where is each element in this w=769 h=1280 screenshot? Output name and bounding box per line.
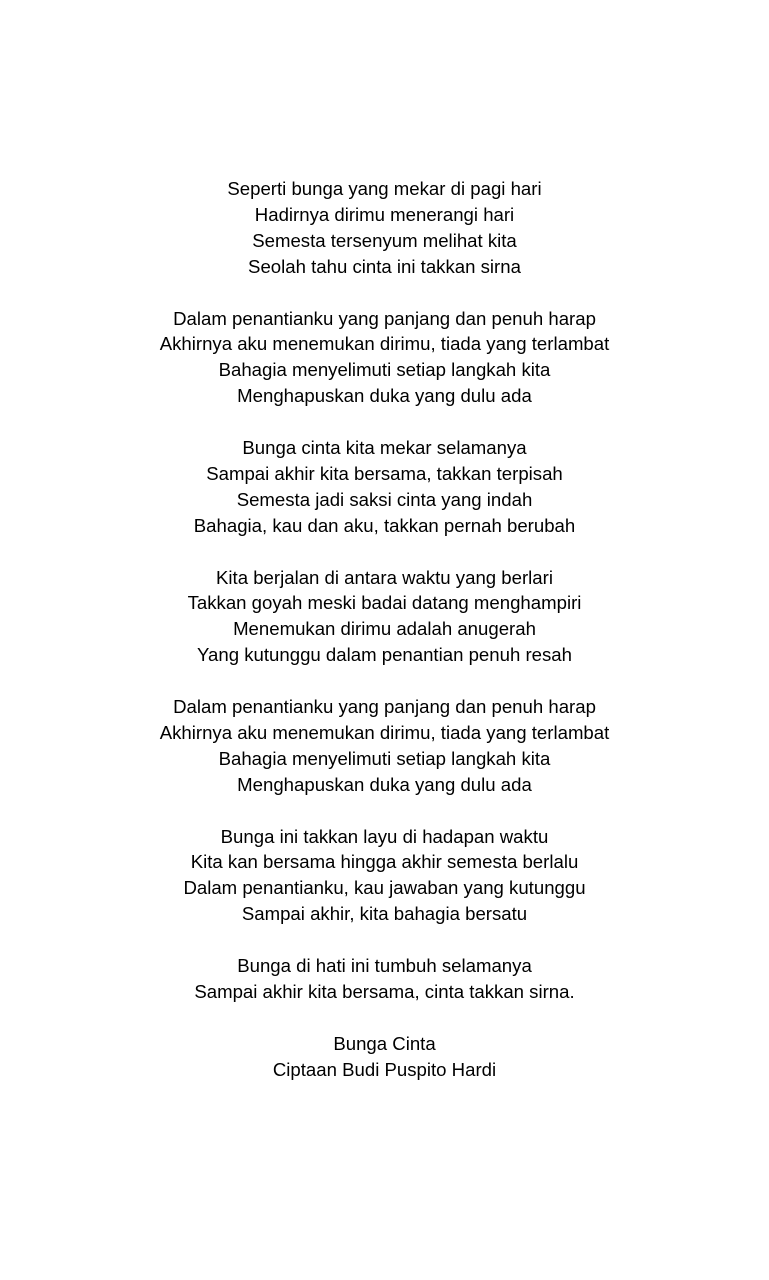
lyric-line: Hadirnya dirimu menerangi hari: [254, 203, 515, 225]
lyric-line: Kita berjalan di antara waktu yang berlari: [216, 566, 553, 588]
stanza-1: [0, 176, 769, 280]
stanza-3: [0, 435, 769, 539]
lyric-line: Dalam penantianku yang panjang dan penuh harap: [173, 696, 596, 718]
lyric-line: Sampai akhir kita bersama, cinta takkan sirna.: [194, 981, 575, 1002]
lyric-line: Sampai akhir, kita bahagia bersatu: [241, 903, 528, 925]
lyric-line: Bahagia, kau dan aku, takkan pernah berubah: [193, 514, 576, 536]
song-title: Bunga Cinta: [333, 1032, 436, 1054]
lyric-line: Dalam penantianku yang panjang dan penuh harap: [173, 307, 596, 329]
lyric-line: Akhirnya aku menemukan dirimu, tiada yang terlambat: [159, 721, 610, 743]
song-author: Ciptaan Budi Puspito Hardi: [272, 1058, 497, 1080]
lyric-line: Dalam penantianku, kau jawaban yang kutunggu: [183, 877, 586, 899]
lyric-line: Sampai akhir kita bersama, takkan terpisah: [206, 462, 563, 484]
song-credits: [0, 1031, 769, 1083]
lyric-line: Bunga cinta kita mekar selamanya: [242, 437, 527, 459]
stanza-6: [0, 824, 769, 928]
stanza-4: [0, 565, 769, 669]
lyric-line: Seperti bunga yang mekar di pagi hari: [227, 178, 542, 199]
lyric-line: Semesta jadi saksi cinta yang indah: [236, 488, 533, 510]
stanza-7: [0, 953, 769, 1005]
lyric-line: Yang kutunggu dalam penantian penuh resah: [197, 644, 572, 666]
lyric-line: Menghapuskan duka yang dulu ada: [237, 385, 532, 407]
lyric-line: Akhirnya aku menemukan dirimu, tiada yang terlambat: [159, 333, 610, 355]
stanza-2: [0, 306, 769, 410]
lyric-line: Takkan goyah meski badai datang menghampiri: [187, 592, 582, 614]
lyric-line: Bahagia menyelimuti setiap langkah kita: [218, 359, 551, 381]
lyric-line: Semesta tersenyum melihat kita: [252, 229, 517, 251]
lyric-line: Bunga ini takkan layu di hadapan waktu: [220, 825, 549, 847]
lyric-line: Bunga di hati ini tumbuh selamanya: [237, 955, 532, 977]
stanza-5: [0, 694, 769, 798]
lyric-line: Bahagia menyelimuti setiap langkah kita: [218, 747, 551, 769]
lyric-line: Seolah tahu cinta ini takkan sirna: [248, 255, 521, 277]
lyrics-body: [0, 176, 769, 1005]
lyric-line: Menemukan dirimu adalah anugerah: [233, 618, 536, 640]
lyric-line: Menghapuskan duka yang dulu ada: [237, 773, 532, 795]
lyric-line: Kita kan bersama hingga akhir semesta berlalu: [190, 851, 579, 873]
